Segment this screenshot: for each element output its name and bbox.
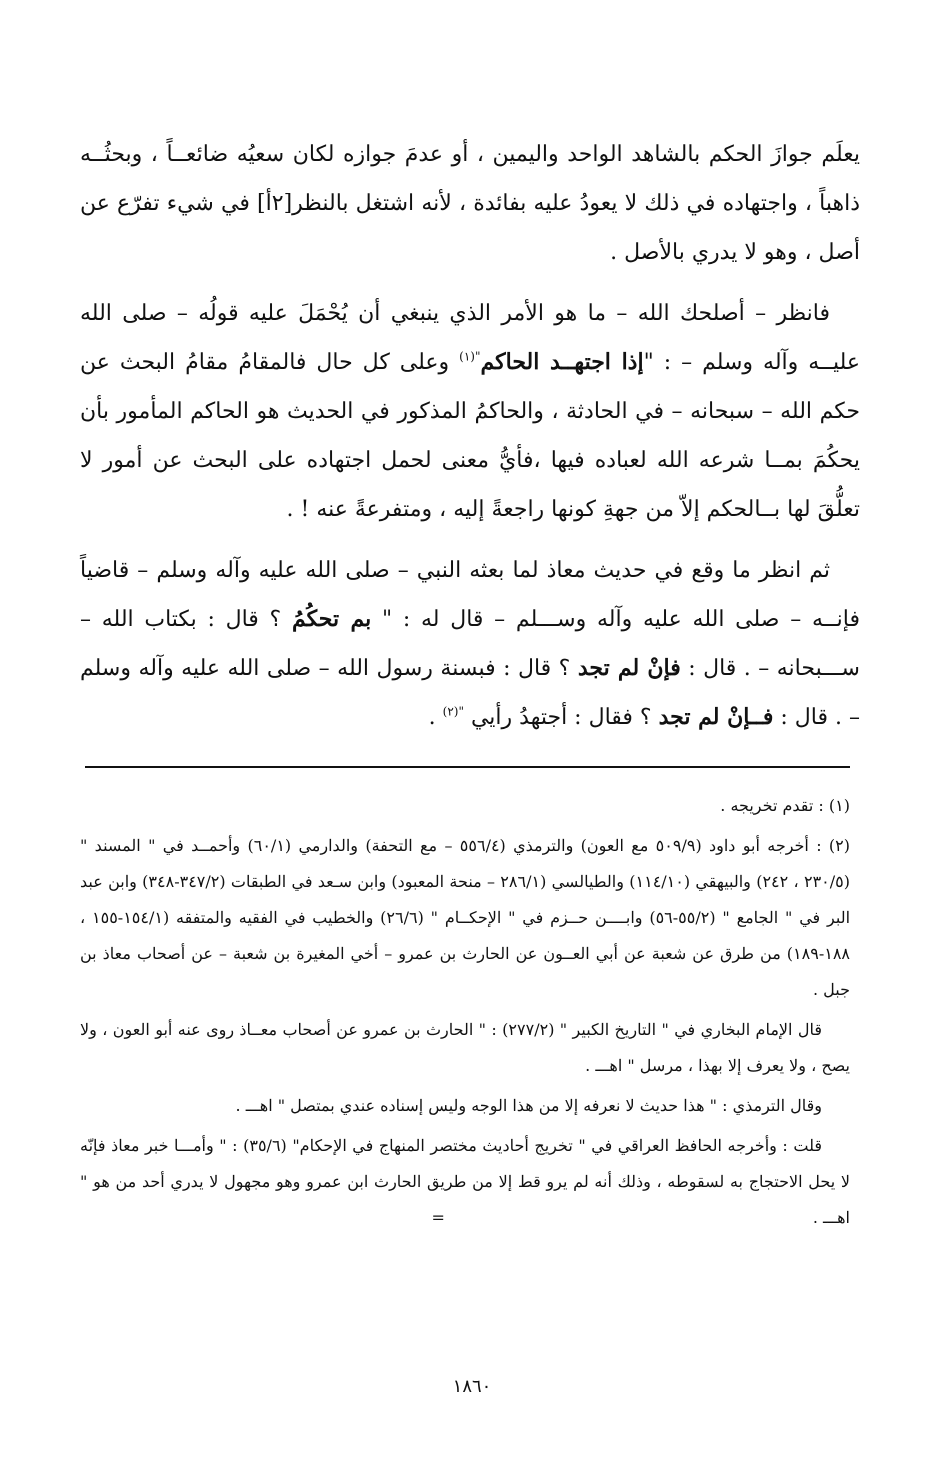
paragraph-3-text-d: ؟ فقال : أجتهدُ رأيي [463,705,659,730]
hadith-quote-bold-2: فإنْ لم تجد [577,655,681,681]
paragraph-3 [80,546,860,742]
continuation-mark: = [431,1208,445,1227]
footnote-iraqi-text: قلت : وأخرجه الحافظ العراقي في " تخريج أحاديث مختصر المنهاج في الإحكام" (٣٥/٦) : " وأمـــا خبر معاذ فإنّه لا يحل الاحتجاج به لسقوطه ، وذلك أنه لم يرو قط إلا من طريق الحارث ابن عمرو وهو مجهول لا يدري أحد من هو " اهـــ . [80,1136,850,1227]
paragraph-2-text-b: وعلى كل حال فالمقامُ مقامُ البحث عن حكم الله – سبحانه – في الحادثة ، والحاكمُ المذكور في الحديث هو الحاكم المأمور بأن يحكُمَ بمــا شرعه الله لعباده فيها ،فأيُّ معنى لحمل اجتهاده على البحث عن أمور لا تعلُّقَ لها بــالحكم إلاّ من جهةِ كونها راجعةً إليه ، ومتفرعةً عنه ! . [80,350,860,522]
main-text [80,130,860,742]
paragraph-2-text-a: فانظر – أصلحك الله – ما هو الأمر الذي ينبغي أن يُحْمَلَ عليه قولُه – صلى الله عليــه وآله وسلم – : " [80,301,860,375]
paragraph-3-text-c: ؟ قال : فبسنة رسول الله – صلى الله عليه وآله وسلم – . قال : [80,656,860,730]
page-number: ١٨٦٠ [452,1376,492,1397]
footnote-bukhari: قال الإمام البخاري في " التاريخ الكبير " (٢٧٧/٢) : " الحارث بن عمرو عن أصحاب معــاذ روى عنه أبو العون ، ولا يصح ، ولا يعرف إلا بهذا ، مرسل " اهـــ . [80,1020,850,1075]
footnote-1: (١) : تقدم تخريجه . [720,796,850,815]
footnote-2: (٢) : أخرجه أبو داود (٥٠٩/٩ مع العون) والترمذي (٥٥٦/٤ – مع التحفة) والدارمي (٦٠/١) وأحمــد في " المسند " (٢٣٠/٥ ، ٢٤٢) والبيهقي (١١٤/١٠) والطيالسي (٢٨٦/١ – منحة المعبود) وابن سـعد في الطبقات (٣٤٧/٢-٣٤٨) وابن عبد البر في " الجامع " (٥٥/٢-٥٦) وابــــن حــزم في " الإحكــام " (٢٦/٦) والخطيب في الفقيه والمتفقه (١٥٤/١-١٥٥ ، ١٨٨-١٨٩) من طرق عن شعبة عن أبي العــون عن الحارث بن عمرو – أخي المغيرة بن شعبة – عن أصحاب معاذ بن جبل . [80,836,851,999]
paragraph-1 [80,130,860,277]
footnote-ref-2: "(٢) [442,704,464,719]
paragraph-3-text-b: ؟ قال : بكتاب الله – ســـبحانه – . قال : [80,607,860,681]
hadith-quote-bold-3: فــإنْ لم تجد [658,704,774,730]
hadith-quote-bold-1: بم تحكُمُ [291,606,372,632]
footnote-ref-1: "(١) [459,349,481,364]
hadith-quote-bold: إذا اجتهــد الحاكم [480,349,644,375]
paragraph-3-text-e: . [428,705,443,730]
main-content [80,130,860,754]
paragraph-1-text: يعلَم جوازَ الحكم بالشاهد الواحد واليمين ، أو عدمَ جوازه لكان سعيُه ضائعــاً ، وبحثُــه ذاهباً ، واجتهاده في ذلك لا يعودُ عليه بفائدة ، لأنه اشتغل بالنظر[٢أ] في شيء تفرّع عن أصل ، وهو لا يدري بالأصل . [80,142,861,265]
footnotes [80,788,850,1240]
footnote-tirmidhi: وقال الترمذي : " هذا حديث لا نعرفه إلا من هذا الوجه وليس إسناده عندي بمتصل " اهـــ . [235,1096,822,1115]
footnote-divider [85,766,850,768]
footnote-iraqi [80,1128,850,1236]
paragraph-3-text-a: ثم انظر ما وقع في حديث معاذ لما بعثه النبي – صلى الله عليه وآله وسلم – قاضياً فإنــه – صلى الله عليه وآله وســـلم – قال له : " [80,558,860,632]
paragraph-2 [80,289,860,534]
